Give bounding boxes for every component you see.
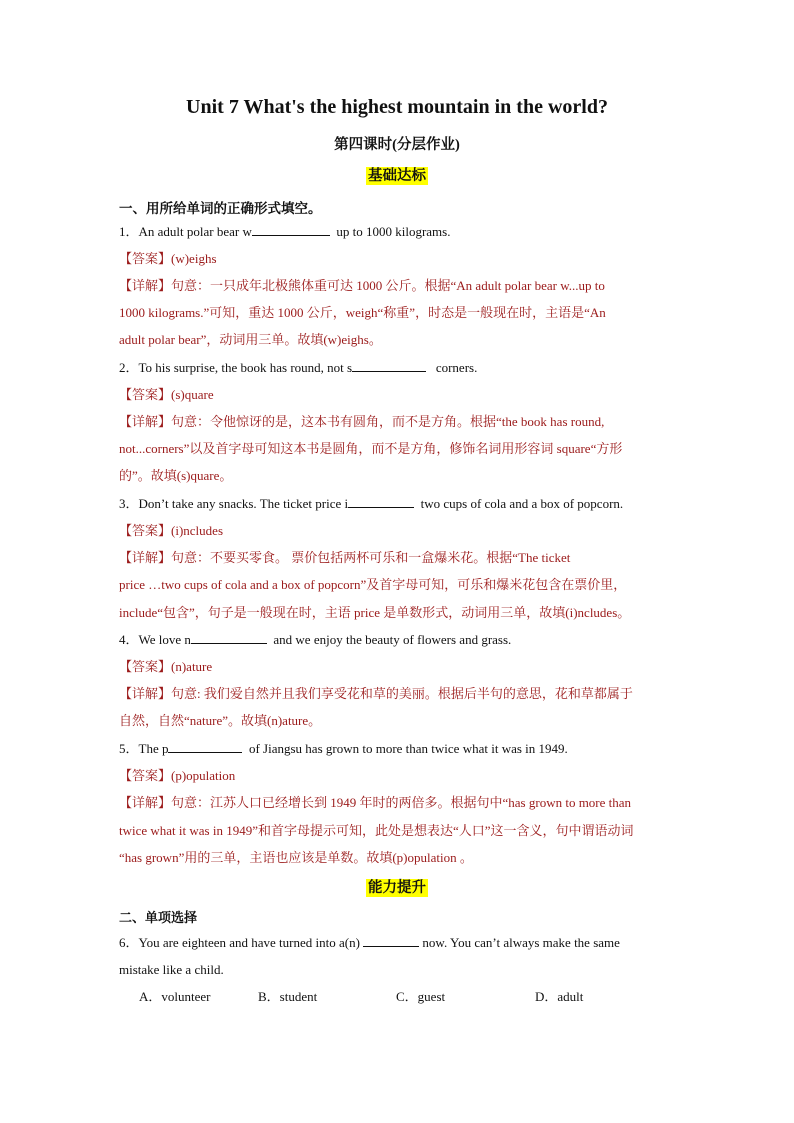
question-6-blank <box>363 934 419 947</box>
section-advanced <box>0 876 794 897</box>
detail-3-text1: 句意：不要买零食。 票价包括两杯可乐和一盒爆米花。根据“The ticket <box>171 550 571 565</box>
detail-1-line1 <box>119 277 679 295</box>
detail-5-line3: “has grown”用的三单，主语也应该是单数。故填(p)opulation 。 <box>119 850 473 865</box>
detail-4-label: 【详解】 <box>119 686 172 701</box>
question-4-text: 4．We love n <box>119 632 191 647</box>
question-3-text: 3．Don’t take any snacks. The ticket price i <box>119 496 349 511</box>
question-2 <box>119 359 679 377</box>
question-4 <box>119 631 679 649</box>
section-basic <box>0 164 794 185</box>
question-3-blank <box>348 495 414 508</box>
detail-3-line2: price …two cups of cola and a box of popcorn”及首字母可知，可乐和爆米花包含在票价里， <box>119 577 627 592</box>
question-6 <box>119 934 679 952</box>
option-a[interactable]: A．volunteer <box>139 989 211 1004</box>
part2-heading: 二、单项选择 <box>119 910 198 925</box>
page-subtitle: 第四课时(分层作业) <box>334 137 460 153</box>
question-1-blank <box>252 223 330 236</box>
question-6-text-after: now. You can’t always make the same <box>422 935 620 950</box>
section-basic-label: 基础达标 <box>368 168 426 184</box>
answer-2-value: (s)quare <box>171 387 214 402</box>
detail-2-line1 <box>119 413 679 431</box>
question-2-text-after: corners. <box>435 360 478 375</box>
answer-3-label: 【答案】 <box>119 523 172 538</box>
answer-1-label: 【答案】 <box>119 251 172 266</box>
question-4-text-after: and we enjoy the beauty of flowers and grass. <box>273 632 512 647</box>
answer-4 <box>119 658 679 676</box>
option-b[interactable]: B．student <box>258 989 318 1004</box>
question-4-blank <box>191 631 267 644</box>
question-1-text: 1．An adult polar bear w <box>119 224 252 239</box>
answer-3-value: (i)ncludes <box>171 523 223 538</box>
question-6-options <box>119 986 679 1004</box>
detail-3-line1 <box>119 549 679 567</box>
question-2-blank <box>352 359 426 372</box>
detail-2-label: 【详解】 <box>119 414 172 429</box>
detail-1-label: 【详解】 <box>119 278 172 293</box>
detail-5-text1: 句意：江苏人口已经增长到 1949 年时的两倍多。根据句中“has grown to more than <box>171 795 632 810</box>
answer-4-value: (n)ature <box>171 659 213 674</box>
detail-2-line3: 的”。故填(s)quare。 <box>119 468 233 483</box>
detail-4-text1: 句意: 我们爱自然并且我们享受花和草的美丽。根据后半句的意思，花和草都属于 <box>171 686 633 701</box>
detail-3-label: 【详解】 <box>119 550 172 565</box>
option-c[interactable]: C．guest <box>396 989 446 1004</box>
answer-1 <box>119 250 679 268</box>
question-3 <box>119 495 679 513</box>
question-3-text-after: two cups of cola and a box of popcorn. <box>420 496 624 511</box>
question-1 <box>119 223 679 241</box>
detail-5-line2: twice what it was in 1949”和首字母提示可知，此处是想表达“人口”这一含义，句中谓语动词 <box>119 823 634 838</box>
detail-1-line3: adult polar bear”，动词用三单。故填(w)eighs。 <box>119 332 382 347</box>
part1-heading: 一、用所给单词的正确形式填空。 <box>119 201 322 216</box>
question-5-blank <box>168 740 242 753</box>
detail-3-line3: include“包含”，句子是一般现在时，主语 price 是单数形式，动词用三单，故填(i)ncludes。 <box>119 605 631 620</box>
option-d[interactable]: D．adult <box>535 989 584 1004</box>
answer-2 <box>119 386 679 404</box>
question-6-text: 6．You are eighteen and have turned into a(n) <box>119 935 360 950</box>
detail-5-label: 【详解】 <box>119 795 172 810</box>
detail-2-text1: 句意：令他惊讶的是，这本书有圆角，而不是方角。根据“the book has round, <box>171 414 605 429</box>
answer-3 <box>119 522 679 540</box>
section-advanced-label: 能力提升 <box>368 880 426 896</box>
detail-1-line2: 1000 kilograms.”可知，重达 1000 公斤，weigh“称重”，时态是一般现在时，主语是“An <box>119 305 606 320</box>
answer-5-label: 【答案】 <box>119 768 172 783</box>
question-5 <box>119 740 679 758</box>
detail-4-line1 <box>119 685 679 703</box>
page-title: Unit 7 What's the highest mountain in the world? <box>186 96 608 118</box>
detail-4-line2: 自然，自然“nature”。故填(n)ature。 <box>119 713 322 728</box>
question-1-text-after: up to 1000 kilograms. <box>336 224 451 239</box>
question-2-text: 2．To his surprise, the book has round, not s <box>119 360 353 375</box>
detail-5-line1 <box>119 794 679 812</box>
question-5-text: 5．The p <box>119 741 169 756</box>
answer-1-value: (w)eighs <box>171 251 217 266</box>
detail-1-text1: 句意：一只成年北极熊体重可达 1000 公斤。根据“An adult polar bear w...up to <box>171 278 605 293</box>
question-6-line2: mistake like a child. <box>119 962 224 977</box>
answer-4-label: 【答案】 <box>119 659 172 674</box>
answer-5-value: (p)opulation <box>171 768 236 783</box>
question-5-text-after: of Jiangsu has grown to more than twice what it was in 1949. <box>248 741 568 756</box>
detail-2-line2: not...corners”以及首字母可知这本书是圆角，而不是方角，修饰名词用形容词 square“方形 <box>119 441 623 456</box>
answer-2-label: 【答案】 <box>119 387 172 402</box>
answer-5 <box>119 767 679 785</box>
